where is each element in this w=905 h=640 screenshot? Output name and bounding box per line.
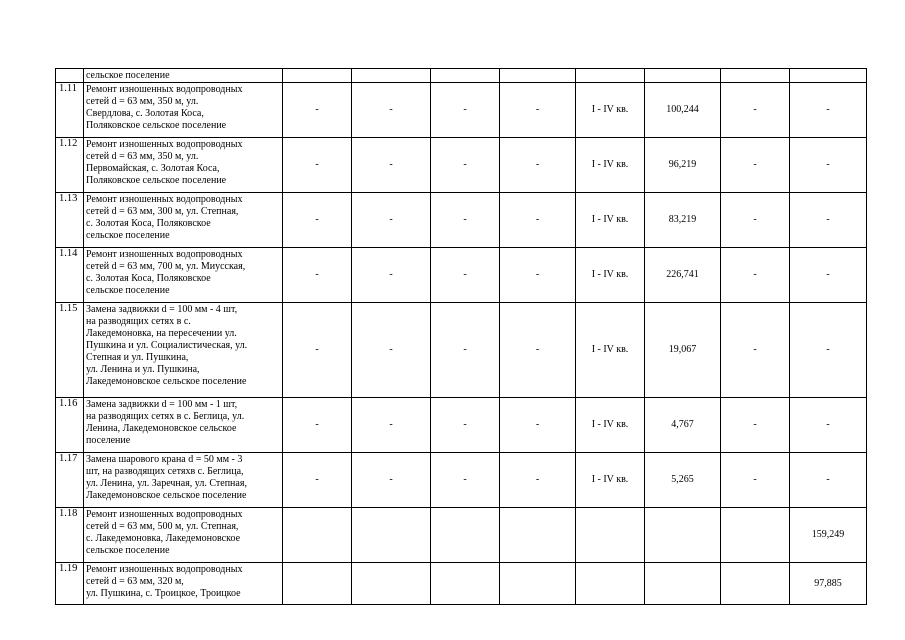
cell-amount: 83,219 bbox=[645, 193, 721, 248]
cell-empty bbox=[576, 69, 645, 83]
cell-col3 bbox=[283, 563, 352, 605]
cell-num bbox=[56, 69, 84, 83]
cell-empty bbox=[790, 69, 867, 83]
desc-text: сельское поселение bbox=[86, 70, 170, 81]
cell-col9 bbox=[721, 563, 790, 605]
desc-text: Замена шарового крана d = 50 мм - 3 шт, на разводящих сетяхв с. Беглица, ул. Ленина, ул. Заречная, ул. Степная, Лакедемоновское сельское поселение bbox=[86, 454, 247, 501]
cell-desc bbox=[84, 453, 283, 508]
table-row bbox=[56, 398, 867, 453]
cell-col9 bbox=[721, 508, 790, 563]
cell-col4: - bbox=[352, 303, 431, 398]
desc-text: Ремонт изношенных водопроводных сетей d = 63 мм, 320 м, ул. Пушкина, с. Троицкое, Троицкое bbox=[86, 564, 243, 599]
cell-desc bbox=[84, 398, 283, 453]
cell-col4: - bbox=[352, 193, 431, 248]
cell-col4 bbox=[352, 563, 431, 605]
cell-col9: - bbox=[721, 138, 790, 193]
cell-period: I - IV кв. bbox=[576, 138, 645, 193]
desc-text: Ремонт изношенных водопроводных сетей d = 63 мм, 300 м, ул. Степная, с. Золотая Коса, Поляковское сельское поселение bbox=[86, 194, 243, 241]
cell-col10: - bbox=[790, 303, 867, 398]
cell-col4 bbox=[352, 508, 431, 563]
cell-desc bbox=[84, 563, 283, 605]
cell-col10: 159,249 bbox=[790, 508, 867, 563]
table-row bbox=[56, 563, 867, 605]
cell-col4: - bbox=[352, 83, 431, 138]
cell-empty bbox=[645, 69, 721, 83]
table-row bbox=[56, 248, 867, 303]
cell-col10: - bbox=[790, 138, 867, 193]
cell-col6: - bbox=[500, 83, 576, 138]
cell-col9: - bbox=[721, 453, 790, 508]
cell-empty bbox=[431, 69, 500, 83]
cell-col3: - bbox=[283, 83, 352, 138]
cell-amount: 226,741 bbox=[645, 248, 721, 303]
cell-amount: 4,767 bbox=[645, 398, 721, 453]
cell-col9: - bbox=[721, 303, 790, 398]
table-row bbox=[56, 193, 867, 248]
table-row bbox=[56, 508, 867, 563]
cell-col6: - bbox=[500, 303, 576, 398]
cell-amount: 96,219 bbox=[645, 138, 721, 193]
cell-num: 1.15 bbox=[56, 303, 84, 398]
table-row-continuation bbox=[56, 69, 867, 83]
cell-col10: - bbox=[790, 83, 867, 138]
cell-period: I - IV кв. bbox=[576, 398, 645, 453]
cell-col6: - bbox=[500, 248, 576, 303]
cell-col5: - bbox=[431, 398, 500, 453]
cell-num: 1.16 bbox=[56, 398, 84, 453]
cell-col4: - bbox=[352, 398, 431, 453]
cell-period: I - IV кв. bbox=[576, 248, 645, 303]
cell-col5 bbox=[431, 563, 500, 605]
desc-text: Ремонт изношенных водопроводных сетей d = 63 мм, 500 м, ул. Степная, с. Лакедемоновка, Лакедемоновское сельское поселение bbox=[86, 509, 243, 556]
cell-period: I - IV кв. bbox=[576, 453, 645, 508]
table-body bbox=[56, 69, 867, 605]
cell-col9: - bbox=[721, 398, 790, 453]
cell-num: 1.17 bbox=[56, 453, 84, 508]
cell-col3: - bbox=[283, 453, 352, 508]
cell-amount: 100,244 bbox=[645, 83, 721, 138]
cell-amount bbox=[645, 508, 721, 563]
desc-text: Замена задвижки d = 100 мм - 4 шт, на разводящих сетях в с. Лакедемоновка, на пересечении ул. Пушкина и ул. Социалистическая, ул. Степная и ул. Пушкина, ул. Ленина и ул. Пушкина, Лакедемоновское сельское поселение bbox=[86, 304, 248, 387]
cell-period: I - IV кв. bbox=[576, 193, 645, 248]
cell-desc bbox=[84, 508, 283, 563]
cell-col4: - bbox=[352, 453, 431, 508]
cell-amount: 19,067 bbox=[645, 303, 721, 398]
cell-empty bbox=[500, 69, 576, 83]
cell-col3 bbox=[283, 508, 352, 563]
cell-col5: - bbox=[431, 453, 500, 508]
cell-col10: 97,885 bbox=[790, 563, 867, 605]
cell-col5 bbox=[431, 508, 500, 563]
cell-num: 1.19 bbox=[56, 563, 84, 605]
cell-num: 1.12 bbox=[56, 138, 84, 193]
cell-col5: - bbox=[431, 193, 500, 248]
table-row bbox=[56, 83, 867, 138]
cell-num: 1.11 bbox=[56, 83, 84, 138]
works-table bbox=[55, 68, 867, 605]
cell-col9: - bbox=[721, 83, 790, 138]
desc-text: Ремонт изношенных водопроводных сетей d = 63 мм, 700 м, ул. Миусская, с. Золотая Коса, Поляковское сельское поселение bbox=[86, 249, 246, 296]
cell-amount bbox=[645, 563, 721, 605]
cell-desc bbox=[84, 138, 283, 193]
cell-col4: - bbox=[352, 248, 431, 303]
cell-col3: - bbox=[283, 303, 352, 398]
cell-num: 1.13 bbox=[56, 193, 84, 248]
cell-col5: - bbox=[431, 83, 500, 138]
cell-desc bbox=[84, 248, 283, 303]
table-row bbox=[56, 453, 867, 508]
desc-text: Ремонт изношенных водопроводных сетей d = 63 мм, 350 м, ул. Первомайская, с. Золотая Коса, Поляковское сельское поселение bbox=[86, 139, 243, 186]
cell-amount: 5,265 bbox=[645, 453, 721, 508]
cell-col6: - bbox=[500, 193, 576, 248]
cell-period: I - IV кв. bbox=[576, 303, 645, 398]
cell-col10: - bbox=[790, 248, 867, 303]
cell-col3: - bbox=[283, 138, 352, 193]
cell-col5: - bbox=[431, 303, 500, 398]
table-row bbox=[56, 303, 867, 398]
cell-col6 bbox=[500, 563, 576, 605]
cell-col9: - bbox=[721, 193, 790, 248]
cell-period bbox=[576, 563, 645, 605]
cell-col10: - bbox=[790, 453, 867, 508]
cell-period: I - IV кв. bbox=[576, 83, 645, 138]
table-row bbox=[56, 138, 867, 193]
cell-desc bbox=[84, 69, 283, 83]
cell-col10: - bbox=[790, 193, 867, 248]
cell-col3: - bbox=[283, 193, 352, 248]
cell-period bbox=[576, 508, 645, 563]
cell-col5: - bbox=[431, 248, 500, 303]
cell-empty bbox=[283, 69, 352, 83]
cell-empty bbox=[721, 69, 790, 83]
cell-col5: - bbox=[431, 138, 500, 193]
cell-num: 1.18 bbox=[56, 508, 84, 563]
cell-col3: - bbox=[283, 398, 352, 453]
cell-desc bbox=[84, 193, 283, 248]
cell-col9: - bbox=[721, 248, 790, 303]
cell-col6: - bbox=[500, 138, 576, 193]
cell-col6: - bbox=[500, 398, 576, 453]
cell-col6 bbox=[500, 508, 576, 563]
desc-text: Ремонт изношенных водопроводных сетей d = 63 мм, 350 м, ул. Свердлова, с. Золотая Коса, Поляковское сельское поселение bbox=[86, 84, 243, 131]
cell-empty bbox=[352, 69, 431, 83]
cell-col3: - bbox=[283, 248, 352, 303]
cell-desc bbox=[84, 83, 283, 138]
cell-col6: - bbox=[500, 453, 576, 508]
cell-desc bbox=[84, 303, 283, 398]
cell-col10: - bbox=[790, 398, 867, 453]
desc-text: Замена задвижки d = 100 мм - 1 шт, на разводящих сетях в с. Беглица, ул. Ленина, Лакедемоновское сельское поселение bbox=[86, 399, 245, 446]
cell-num: 1.14 bbox=[56, 248, 84, 303]
cell-col4: - bbox=[352, 138, 431, 193]
